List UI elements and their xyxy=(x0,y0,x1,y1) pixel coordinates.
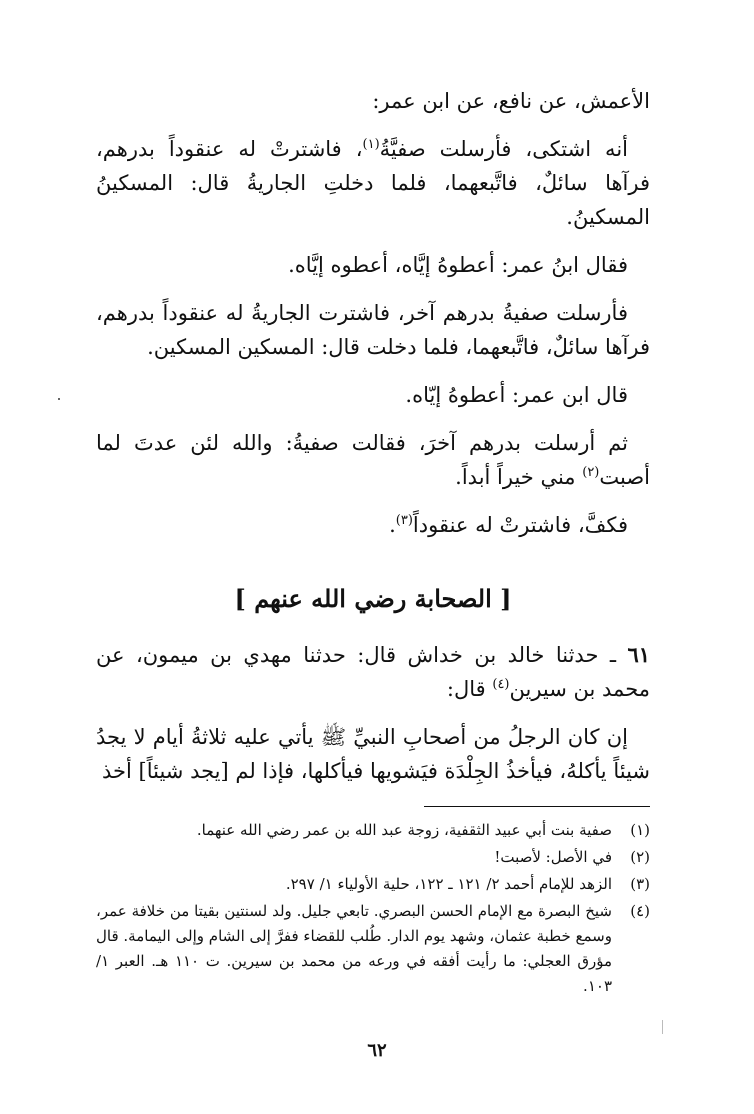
footnote-text: الزهد للإمام أحمد ٢/ ١٢١ ـ ١٢٢، حلية الأولياء ١/ ٢٩٧. xyxy=(285,875,612,893)
paragraph: ثم أرسلت بدرهم آخرَ، فقالت صفيةُ: والله لئن عدتَ لما أصبت$^{(٢)}$ مني خيراً أبداً. xyxy=(96,431,650,489)
margin-mark xyxy=(58,398,60,400)
footnote xyxy=(96,845,650,870)
paragraph: فقال ابنُ عمر: أعطوهُ إيَّاه، أعطوه إيَّاه. xyxy=(288,253,628,277)
footnote-ref[interactable]: (٣) xyxy=(395,513,413,528)
paragraph: فأرسلت صفيةُ بدرهم آخر، فاشترت الجاريةُ له عنقوداً بدرهم، فرآها سائلٌ، فاتَّبعهما، فلما دخلت قال: المسكين المسكين. xyxy=(96,301,650,359)
footnote xyxy=(96,899,650,999)
footnote-number: (٣) xyxy=(630,875,650,893)
paragraph: أنه اشتكى، فأرسلت صفيَّةُ$^{(١)}$، فاشترتْ له عنقوداً بدرهم، فرآها سائلٌ، فاتَّبعهما، فلما دخلتِ الجاريةُ قال: المسكينُ المسكينُ. xyxy=(96,137,650,229)
footnote-number: (٢) xyxy=(630,848,650,866)
footnote-number: (٤) xyxy=(630,902,650,920)
main-text xyxy=(96,84,650,802)
paragraph: إن كان الرجلُ من أصحابِ النبيِّ ﷺ يأتي عليه ثلاثةُ أيام لا يجدُ شيئاً يأكلهُ، فيأخذُ الجِلْدَة فيَشويها فيأكلها، فإذا لم [يجد شيئاً] أخذ xyxy=(96,725,650,783)
footnote-text: صفية بنت أبي عبيد الثقفية، زوجة عبد الله بن عمر رضي الله عنهما. xyxy=(196,821,612,839)
margin-mark xyxy=(662,1020,663,1034)
paragraph: قال ابن عمر: أعطوهُ إيّاه. xyxy=(405,383,628,407)
footnote-number: (١) xyxy=(630,821,650,839)
footnote-ref[interactable]: (١) xyxy=(362,137,380,152)
paragraph: الأعمش، عن نافع، عن ابن عمر: xyxy=(372,89,650,113)
footnote-text: شيخ البصرة مع الإمام الحسن البصري. تابعي جليل. ولد لسنتين بقيتا من خلافة عمر، وسمع خطبة عثمان، وشهد يوم الدار. طُلب للقضاء ففرَّ إلى الشام وإلى اليمامة. قال مؤرق العجلي: ما رأيت أفقه في ورعه من محمد بن سيرين. ت ١١٠ هـ. العبر ١/ ١٠٣. xyxy=(96,902,612,995)
footnote xyxy=(96,872,650,897)
hadith-paragraph: ٦١ ـ حدثنا خالد بن خداش قال: حدثنا مهدي بن ميمون، عن محمد بن سيرين$^{(٤)}$ قال: xyxy=(96,642,650,701)
hadith-number: ٦١ xyxy=(627,642,650,667)
footnote-separator xyxy=(424,806,650,807)
footnote-ref[interactable]: (٢) xyxy=(582,465,600,480)
paragraph: فكفَّ، فاشترتْ له عنقوداً$^{(٣)}$. xyxy=(389,513,628,537)
footnotes xyxy=(96,818,650,1001)
footnote-text: في الأصل: لأصبت! xyxy=(494,848,612,866)
footnote xyxy=(96,818,650,843)
section-heading: [ الصحابة رضي الله عنهم ] xyxy=(234,584,512,613)
footnote-ref[interactable]: (٤) xyxy=(492,677,510,692)
page-number: ٦٢ xyxy=(367,1040,387,1061)
